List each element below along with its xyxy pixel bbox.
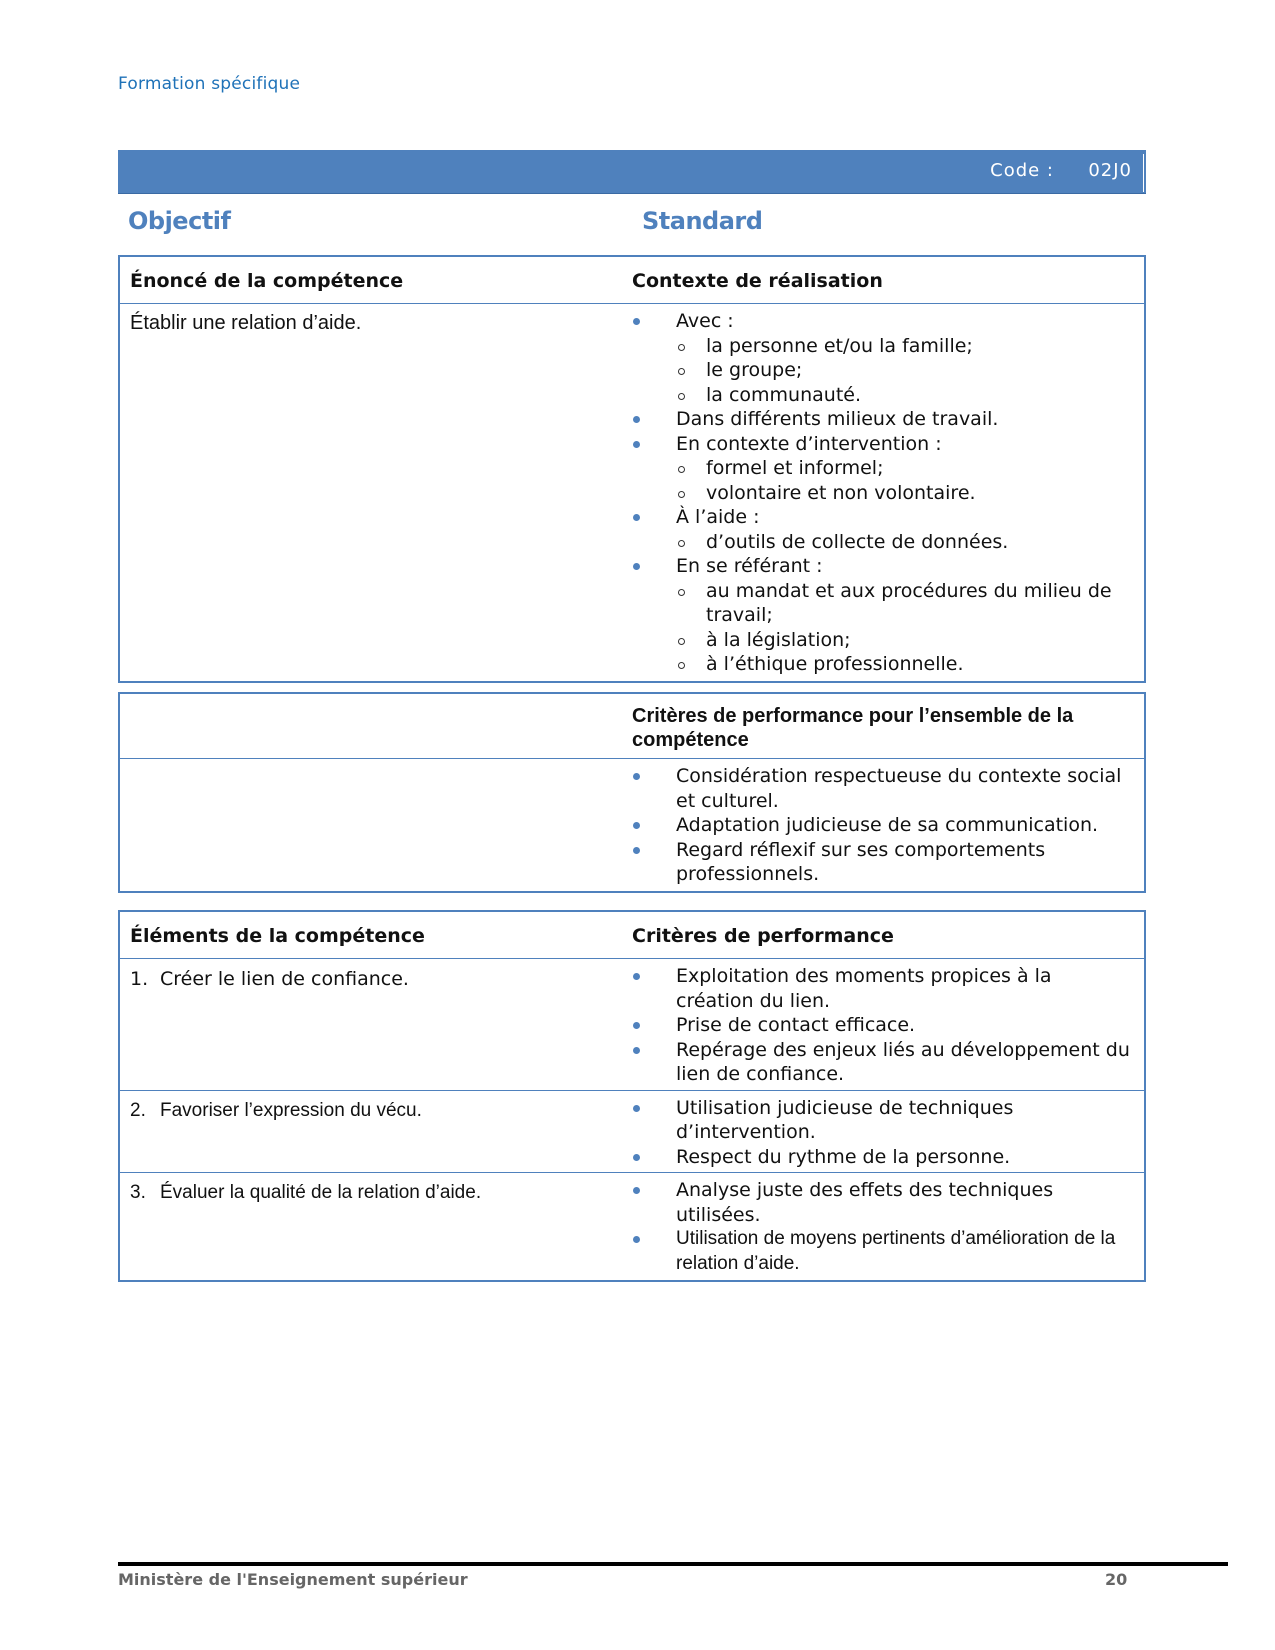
criteria-item: Regard réflexif sur ses comportements professionnels. [632, 838, 1134, 887]
bullet-icon [633, 1105, 640, 1112]
running-title: Formation spécifique [118, 74, 301, 94]
enonce-table [118, 255, 1146, 683]
enonce-header: Énoncé de la compétence [130, 270, 404, 292]
bullet-icon [633, 973, 640, 980]
circle-bullet-icon [678, 466, 685, 473]
contexte-item: En contexte d’intervention : formel et informel; volontaire et non volontaire. [632, 432, 1134, 506]
contexte-subitem: à l’éthique professionnelle. [676, 652, 1134, 677]
contexte-subitem: le groupe; [676, 358, 1134, 383]
bullet-icon [633, 1047, 640, 1054]
contexte-subitem: volontaire et non volontaire. [676, 481, 1134, 506]
criteria-item: Utilisation de moyens pertinents d’amélioration de la relation d’aide. [632, 1227, 1134, 1276]
elements-header: Éléments de la compétence [130, 925, 425, 947]
criteria-header: Critères de performance [632, 925, 894, 947]
enonce-header-row [120, 257, 1144, 303]
enonce-text: Établir une relation d’aide. [130, 312, 362, 334]
contexte-item: En se référant : au mandat et aux procédures du milieu de travail; à la législation; à l’éthique professionnelle. [632, 554, 1134, 677]
contexte-item: À l’aide : d’outils de collecte de données. [632, 505, 1134, 554]
criteria-item: Repérage des enjeux liés au développement du lien de confiance. [632, 1038, 1134, 1087]
element-row [120, 958, 1144, 1090]
footer-publisher: Ministère de l'Enseignement supérieur [118, 1570, 468, 1589]
circle-bullet-icon [678, 638, 685, 645]
bullet-icon [633, 1022, 640, 1029]
contexte-subitem: à la législation; [676, 628, 1134, 653]
bullet-icon [633, 514, 640, 521]
ensemble-criteria-list [632, 764, 1134, 887]
circle-bullet-icon [678, 662, 685, 669]
circle-bullet-icon [678, 368, 685, 375]
ensemble-body-row [120, 758, 1144, 891]
bullet-icon [633, 441, 640, 448]
contexte-list [632, 309, 1134, 677]
contexte-item: Avec : la personne et/ou la famille; le groupe; la communauté. [632, 309, 1134, 407]
elements-header-row [120, 912, 1144, 958]
standard-heading: Standard [642, 207, 763, 235]
circle-bullet-icon [678, 589, 685, 596]
contexte-sublist [676, 334, 1134, 408]
element-row [120, 1090, 1144, 1173]
contexte-sublist [676, 579, 1134, 677]
contexte-subitem: au mandat et aux procédures du milieu de travail; [676, 579, 1134, 628]
element-row [120, 1172, 1144, 1280]
criteria-item: Analyse juste des effets des techniques utilisées. [632, 1178, 1134, 1227]
code-divider [1143, 154, 1144, 192]
bullet-icon [633, 563, 640, 570]
contexte-subitem: d’outils de collecte de données. [676, 530, 1134, 555]
ensemble-header: Critères de performance pour l’ensemble de la compétence [632, 705, 1074, 751]
contexte-sublist [676, 530, 1134, 555]
code-value: 02J0 [1088, 160, 1132, 181]
bullet-icon [633, 847, 640, 854]
contexte-subitem: la communauté. [676, 383, 1134, 408]
criteria-item: Considération respectueuse du contexte social et culturel. [632, 764, 1134, 813]
criteria-item: Adaptation judicieuse de sa communication. [632, 813, 1134, 838]
element-criteria-list [632, 1178, 1134, 1276]
bullet-icon [633, 1187, 640, 1194]
element-text: 1. Créer le lien de confiance. [130, 968, 409, 990]
objective-heading: Objectif [128, 207, 231, 235]
criteria-item: Prise de contact efficace. [632, 1013, 1134, 1038]
contexte-subitem: formel et informel; [676, 456, 1134, 481]
criteria-item: Respect du rythme de la personne. [632, 1145, 1134, 1170]
element-criteria-list [632, 1096, 1134, 1170]
bullet-icon [633, 1236, 640, 1243]
contexte-header: Contexte de réalisation [632, 270, 883, 292]
criteria-item: Exploitation des moments propices à la création du lien. [632, 964, 1134, 1013]
page-number: 20 [1105, 1570, 1128, 1589]
circle-bullet-icon [678, 344, 685, 351]
ensemble-header-row [120, 694, 1144, 758]
circle-bullet-icon [678, 491, 685, 498]
element-criteria-list [632, 964, 1134, 1087]
bullet-icon [633, 416, 640, 423]
bullet-icon [633, 1154, 640, 1161]
bullet-icon [633, 318, 640, 325]
circle-bullet-icon [678, 540, 685, 547]
contexte-item: Dans différents milieux de travail. [632, 407, 1134, 432]
elements-table [118, 910, 1146, 1282]
contexte-sublist [676, 456, 1134, 505]
code-banner [118, 150, 1146, 193]
element-text: 3. Évaluer la qualité de la relation d’aide. [130, 1182, 482, 1203]
element-text: 2. Favoriser l’expression du vécu. [130, 1099, 422, 1121]
criteria-item: Utilisation judicieuse de techniques d’intervention. [632, 1096, 1134, 1145]
contexte-subitem: la personne et/ou la famille; [676, 334, 1134, 359]
circle-bullet-icon [678, 393, 685, 400]
ensemble-criteria-table [118, 692, 1146, 893]
footer-divider [118, 1562, 1228, 1566]
bullet-icon [633, 822, 640, 829]
bullet-icon [633, 773, 640, 780]
enonce-body-row [120, 303, 1144, 681]
code-label: Code : [990, 160, 1054, 181]
